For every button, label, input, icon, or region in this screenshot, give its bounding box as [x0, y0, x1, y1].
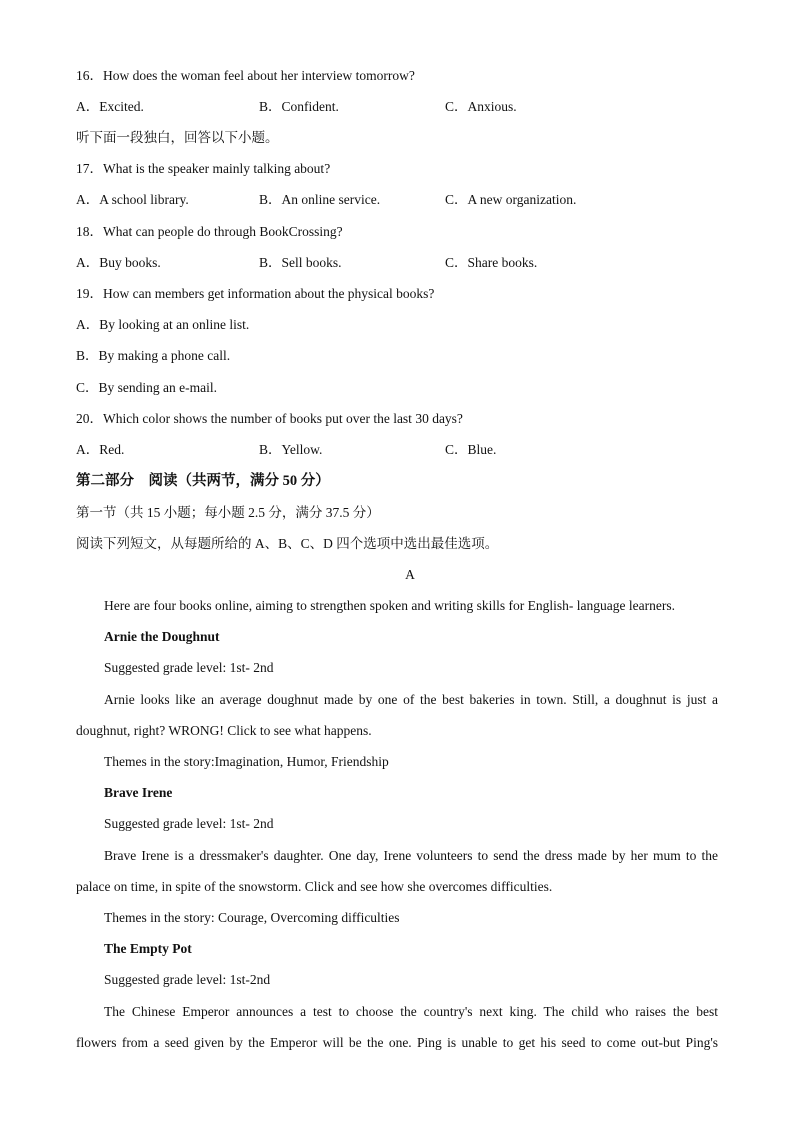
section-title: 第一节（共 15 小题；每小题 2.5 分，满分 37.5 分） [76, 505, 380, 520]
question-20-option-a: A．Red. [76, 442, 125, 457]
book-3-description-line-1: The Chinese Emperor announces a test to choose the country's next king. The child who raises the best [104, 1004, 718, 1019]
passage-intro: Here are four books online, aiming to strengthen spoken and writing skills for English- language learners. [104, 598, 675, 613]
question-16-stem: 16．How does the woman feel about her interview tomorrow? [76, 68, 415, 83]
passage-label: A [405, 567, 415, 582]
question-19-option-a: A．By looking at an online list. [76, 317, 250, 332]
monologue-intro: 听下面一段独白，回答以下小题。 [76, 130, 279, 145]
book-2-grade: Suggested grade level: 1st- 2nd [104, 816, 274, 831]
book-3-title: The Empty Pot [104, 941, 192, 956]
question-19-option-b: B．By making a phone call. [76, 348, 231, 363]
question-18-stem: 18．What can people do through BookCrossing? [76, 224, 343, 239]
book-1-grade: Suggested grade level: 1st- 2nd [104, 660, 274, 675]
question-18-option-b: B．Sell books. [259, 255, 342, 270]
question-18-option-c: C．Share books. [445, 255, 538, 270]
book-2-themes: Themes in the story: Courage, Overcoming difficulties [104, 910, 400, 925]
question-16-option-c: C．Anxious. [445, 99, 517, 114]
book-3-grade: Suggested grade level: 1st-2nd [104, 972, 271, 987]
book-2-description-line-2: palace on time, in spite of the snowstorm. Click and see how she overcomes difficulties. [76, 879, 553, 894]
question-20-stem: 20．Which color shows the number of books put over the last 30 days? [76, 411, 463, 426]
question-19-stem: 19．How can members get information about the physical books? [76, 286, 435, 301]
part-title: 第二部分 阅读（共两节，满分 50 分） [76, 473, 330, 489]
book-1-themes: Themes in the story:Imagination, Humor, Friendship [104, 754, 389, 769]
question-17-option-c: C．A new organization. [445, 192, 577, 207]
book-1-title: Arnie the Doughnut [104, 629, 220, 644]
question-16-option-b: B．Confident. [259, 99, 339, 114]
book-3-description-line-2: flowers from a seed given by the Emperor will be the one. Ping is unable to get his seed to come out-but Ping's [76, 1035, 718, 1050]
question-17-option-b: B．An online service. [259, 192, 381, 207]
question-16-option-a: A．Excited. [76, 99, 144, 114]
book-2-title: Brave Irene [104, 785, 173, 800]
reading-instruction: 阅读下列短文，从每题所给的 A、B、C、D 四个选项中选出最佳选项。 [76, 536, 499, 551]
question-17-stem: 17．What is the speaker mainly talking about? [76, 161, 331, 176]
book-2-description-line-1: Brave Irene is a dressmaker's daughter. One day, Irene volunteers to send the dress made by her mum to the [104, 848, 718, 863]
question-18-option-a: A．Buy books. [76, 255, 161, 270]
question-17-option-a: A．A school library. [76, 192, 189, 207]
book-1-description-line-2: doughnut, right? WRONG! Click to see what happens. [76, 723, 372, 738]
question-20-option-c: C．Blue. [445, 442, 497, 457]
book-1-description-line-1: Arnie looks like an average doughnut made by one of the best bakeries in town. Still, a doughnut is just a [104, 692, 718, 707]
question-19-option-c: C．By sending an e-mail. [76, 380, 217, 395]
question-20-option-b: B．Yellow. [259, 442, 323, 457]
